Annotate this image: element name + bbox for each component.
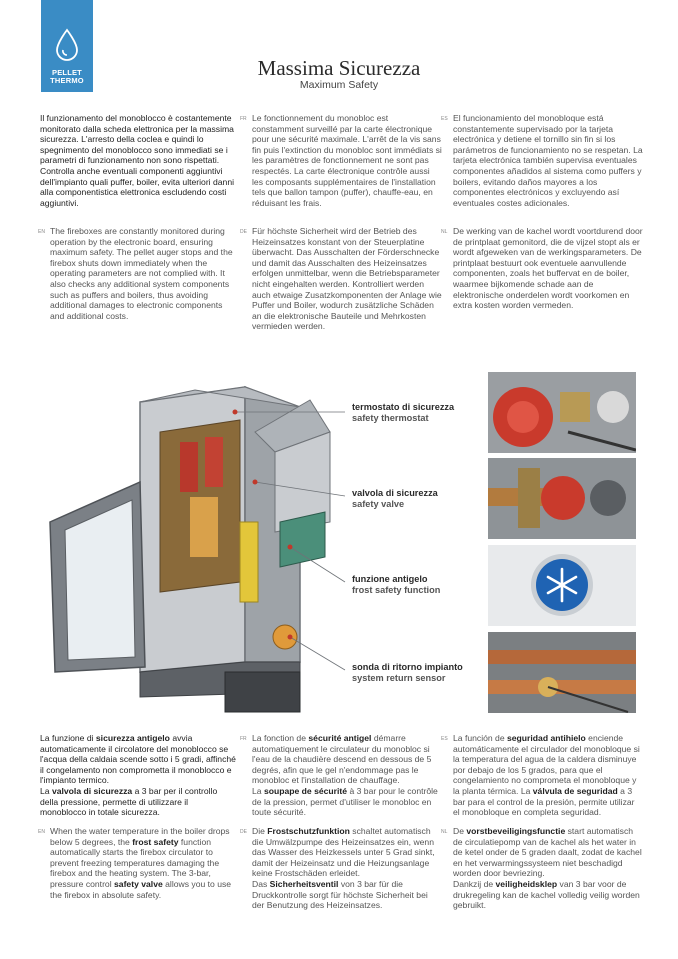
intro-fr: FR Le fonctionnement du monobloc est constamment surveillé par la carte électronique pour une sécurité maximale. L'arrêt de la vis sans fin puis l'extinction du monobloc sont immédiats si les paramètres de fonctionnement ne sont pas respectés. La carte électronique contrôle aussi les composants supplémentaires de l'installation tels que ballon tampon (puffer), chauffe-eau, en réduisant les frais. [240, 113, 442, 208]
callout-safety-valve: valvola di sicurezza safety valve [352, 488, 438, 509]
intro-it: Il funzionamento del monoblocco è costantemente monitorato dalla scheda elettronica per la massima sicurezza. L'arresto della coclea e quindi lo spegnimento del monoblocco sono immediati se i parametri di funzionamento non sono rispettati. Controlla anche eventuali componenti aggiuntivi dell'impianto quali puffer, boiler, evita ulteriori danni alla componentistica elettronica escludendo costi aggiuntivi. [40, 113, 235, 208]
bottom-nl: NL De vorstbeveiligingsfunctie start automatisch de circulatiepomp van de kachel als het water in de ketel onder de 5 graden daalt, zodat de kachel en het verwarmingssysteem niet beschadigd worden door bevriezing. Dankzij de veiligheidsklep van 3 bar voor de drukregeling kan de kachel volledig veilig worden gebruikt. [441, 826, 642, 911]
valve-photo [488, 458, 636, 539]
intro-de: DE Für höchste Sicherheit wird der Betrieb des Heizeinsatzes konstant von der Steuerplatine überwacht. Das Ausschalten der Förderschnecke und damit das Ausschalten des Heizeinsatzes erfolgen unmittelbar, wenn die Betriebsparameter nicht eingehalten werden. Kontrolliert werden auch etwaige Zusatzkomponenten der Anlage wie Puffer und Boiler, wodurch zusätzliche Schäden an die elektronische Bauteile und Mehrkosten vermieden werden. [240, 226, 442, 332]
bottom-es: ES La función de seguridad antihielo enciende automáticamente el circulador del monobloque si la temperatura del agua de la caldera disminuye por debajo de los 5 grados, para que el congelamiento no comprometa el monobloque y la planta térmica. La válvula de seguridad a 3 bar para el control de la presión, permite utilizar el monobloque en completa seguridad. [441, 733, 640, 818]
intro-en: EN The fireboxes are constantly monitored during operation by the electronic board, ensuring maximum safety. The pellet auger stops and the firebox shuts down immediately when the operating parameters are not complied with. It also checks any additional system components such as puffers and boilers, thus avoiding additional damages to electronic components and additional costs. [38, 226, 233, 321]
sensor-photo [488, 632, 636, 713]
bottom-fr: FR La fonction de sécurité antigel démarre automatiquement le circulateur du monobloc si l'eau de la chaudière descend en dessous de 5 degrés, afin que le gel n'endommage pas le monobloc et l'installation de chauffage. La soupape de sécurité à 3 bar pour le contrôle de la pression, permet d'utiliser le monobloc en toute sécurité. [240, 733, 438, 818]
page-subtitle: Maximum Safety [299, 79, 379, 91]
callout-frost-safety: funzione antigelo frost safety function [352, 574, 441, 595]
callout-safety-thermostat: termostato di sicurezza safety thermostat [352, 402, 455, 423]
thermostat-photo [488, 372, 636, 453]
bottom-it: La funzione di sicurezza antigelo avvia automaticamente il circolatore del monoblocco se l'acqua della caldaia scende sotto i 5 gradi, affinché il congelamento non comprometta il monoblocco e l'impianto termico. La valvola di sicurezza a 3 bar per il controllo della pressione, permette di utilizzare il monoblocco in totale sicurezza. [40, 733, 236, 818]
brand-line2: THERMO [50, 76, 84, 85]
snowflake-photo [488, 545, 636, 626]
intro-es: ES El funcionamiento del monobloque está constantemente supervisado por la tarjeta electrónica y detiene el tornillo sin fin si los parámetros de funcionamiento no se respetan. La tarjeta electrónica también supervisa eventuales componentes añadidos al sistema como puffers y boilers, evitando daños mayores a los componentes electrónicos y excluyendo así eventuales costes adicionales. [441, 113, 643, 208]
callout-return-sensor: sonda di ritorno impianto system return sensor [352, 662, 463, 683]
bottom-de: DE Die Frostschutzfunktion schaltet automatisch die Umwälzpumpe des Heizeinsatzes ein, wenn das Wasser des Heizkessels unter 5 Grad sinkt, damit der Heizeinsatz und die Heizungsanlage keine Frostschäden erleidet. Das Sicherheitsventil von 3 bar für die Druckkontrolle sorgt für höchste Sicherheit bei der Benutzung des Heizeinsatzes. [240, 826, 435, 911]
bottom-en: EN When the water temperature in the boiler drops below 5 degrees, the frost safety function automatically starts the firebox circulator to prevent freezing temperatures damaging the firebox and the heating system. The 3-bar, pressure control safety valve allows you to use the firebox in absolute safety. [38, 826, 232, 900]
brand-line1: PELLET [52, 68, 82, 77]
intro-nl: NL De werking van de kachel wordt voortdurend door de printplaat gemonitord, die de vijzel stopt als er wordt afgeweken van de werkingsparameters. De printplaat bestuurt ook eventuele aanvullende componenten, zoals het buffervat en de boiler, waarmee bijkomende schade aan de elektronische onderdelen wordt voorkomen en extra kosten worden vermeden. [441, 226, 643, 311]
page-title: Massima Sicurezza [257, 56, 421, 80]
